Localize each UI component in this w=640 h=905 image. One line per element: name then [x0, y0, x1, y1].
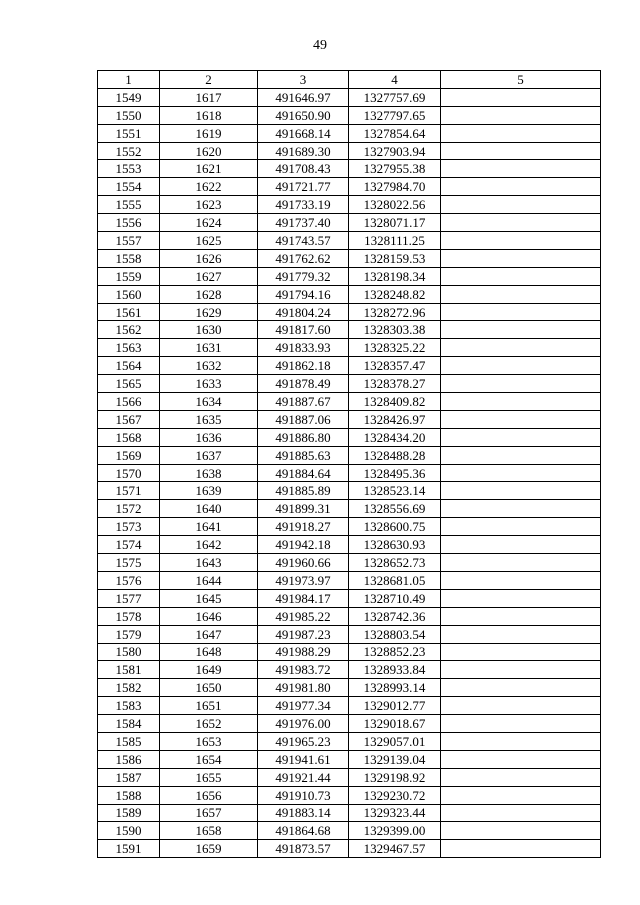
column-header-4: 4 [349, 71, 441, 89]
table-cell-col-5 [441, 643, 601, 661]
table-row [98, 124, 601, 142]
table-cell-col-3: 491721.77 [258, 178, 349, 196]
table-cell-col-1: 1561 [98, 303, 160, 321]
table-cell-col-3: 491689.30 [258, 142, 349, 160]
table-cell-col-5 [441, 142, 601, 160]
table-cell-col-3: 491833.93 [258, 339, 349, 357]
table-cell-col-3: 491918.27 [258, 518, 349, 536]
table-cell-col-5 [441, 518, 601, 536]
table-cell-col-2: 1623 [160, 196, 258, 214]
table-row [98, 196, 601, 214]
table-cell-col-3: 491873.57 [258, 840, 349, 858]
table-row [98, 393, 601, 411]
table-cell-col-5 [441, 267, 601, 285]
table-cell-col-1: 1590 [98, 822, 160, 840]
table-cell-col-1: 1582 [98, 679, 160, 697]
table-cell-col-4: 1329467.57 [349, 840, 441, 858]
table-cell-col-1: 1588 [98, 786, 160, 804]
table-cell-col-5 [441, 410, 601, 428]
table-cell-col-2: 1653 [160, 732, 258, 750]
table-cell-col-2: 1617 [160, 88, 258, 106]
table-cell-col-4: 1328434.20 [349, 428, 441, 446]
table-cell-col-4: 1328652.73 [349, 554, 441, 572]
table-cell-col-1: 1558 [98, 249, 160, 267]
table-cell-col-1: 1591 [98, 840, 160, 858]
table-cell-col-5 [441, 196, 601, 214]
table-cell-col-5 [441, 446, 601, 464]
table-cell-col-4: 1328071.17 [349, 214, 441, 232]
table-cell-col-2: 1634 [160, 393, 258, 411]
table-cell-col-1: 1556 [98, 214, 160, 232]
table-cell-col-3: 491668.14 [258, 124, 349, 142]
table-cell-col-1: 1583 [98, 697, 160, 715]
table-cell-col-5 [441, 357, 601, 375]
table-cell-col-1: 1568 [98, 428, 160, 446]
table-cell-col-1: 1577 [98, 589, 160, 607]
table-row [98, 410, 601, 428]
table-cell-col-3: 491885.89 [258, 482, 349, 500]
table-cell-col-4: 1328022.56 [349, 196, 441, 214]
table-cell-col-3: 491981.80 [258, 679, 349, 697]
table-cell-col-4: 1329198.92 [349, 768, 441, 786]
table-row [98, 446, 601, 464]
table-cell-col-1: 1567 [98, 410, 160, 428]
table-row [98, 840, 601, 858]
table-cell-col-2: 1652 [160, 715, 258, 733]
table-cell-col-2: 1658 [160, 822, 258, 840]
table-cell-col-5 [441, 571, 601, 589]
table-body [98, 88, 601, 857]
table-cell-col-2: 1630 [160, 321, 258, 339]
table-cell-col-1: 1576 [98, 571, 160, 589]
table-row [98, 321, 601, 339]
table-cell-col-2: 1654 [160, 750, 258, 768]
table-cell-col-2: 1655 [160, 768, 258, 786]
table-row [98, 428, 601, 446]
table-row [98, 88, 601, 106]
table-cell-col-4: 1328495.36 [349, 464, 441, 482]
table-cell-col-5 [441, 750, 601, 768]
table-cell-col-4: 1328426.97 [349, 410, 441, 428]
table-cell-col-5 [441, 607, 601, 625]
table-cell-col-3: 491942.18 [258, 536, 349, 554]
table-cell-col-4: 1329057.01 [349, 732, 441, 750]
table-row [98, 160, 601, 178]
table-row [98, 518, 601, 536]
table-row [98, 768, 601, 786]
table-cell-col-2: 1659 [160, 840, 258, 858]
table-cell-col-2: 1627 [160, 267, 258, 285]
table-cell-col-1: 1560 [98, 285, 160, 303]
table-cell-col-4: 1328803.54 [349, 625, 441, 643]
table-cell-col-5 [441, 715, 601, 733]
table-row [98, 732, 601, 750]
table-cell-col-2: 1649 [160, 661, 258, 679]
table-row [98, 679, 601, 697]
table-cell-col-2: 1644 [160, 571, 258, 589]
table-row [98, 482, 601, 500]
table-cell-col-4: 1328378.27 [349, 375, 441, 393]
table-cell-col-4: 1328198.34 [349, 267, 441, 285]
table-cell-col-5 [441, 482, 601, 500]
table-cell-col-2: 1643 [160, 554, 258, 572]
table-cell-col-3: 491921.44 [258, 768, 349, 786]
table-cell-col-3: 491883.14 [258, 804, 349, 822]
table-cell-col-4: 1327955.38 [349, 160, 441, 178]
table-cell-col-3: 491983.72 [258, 661, 349, 679]
coordinates-table [97, 70, 601, 858]
table-cell-col-3: 491899.31 [258, 500, 349, 518]
table-cell-col-3: 491733.19 [258, 196, 349, 214]
table-row [98, 285, 601, 303]
table-cell-col-3: 491977.34 [258, 697, 349, 715]
table-cell-col-2: 1625 [160, 232, 258, 250]
table-row [98, 536, 601, 554]
table-cell-col-4: 1327797.65 [349, 106, 441, 124]
table-cell-col-4: 1329230.72 [349, 786, 441, 804]
table-cell-col-1: 1553 [98, 160, 160, 178]
table-cell-col-5 [441, 625, 601, 643]
table-cell-col-5 [441, 464, 601, 482]
table-cell-col-1: 1562 [98, 321, 160, 339]
table-cell-col-3: 491988.29 [258, 643, 349, 661]
table-cell-col-2: 1641 [160, 518, 258, 536]
table-cell-col-3: 491884.64 [258, 464, 349, 482]
table-cell-col-2: 1645 [160, 589, 258, 607]
table-cell-col-1: 1571 [98, 482, 160, 500]
table-cell-col-3: 491941.61 [258, 750, 349, 768]
table-cell-col-4: 1328111.25 [349, 232, 441, 250]
table-cell-col-4: 1327854.64 [349, 124, 441, 142]
table-cell-col-2: 1651 [160, 697, 258, 715]
table-cell-col-3: 491886.80 [258, 428, 349, 446]
table-cell-col-3: 491864.68 [258, 822, 349, 840]
table-cell-col-1: 1584 [98, 715, 160, 733]
table-cell-col-3: 491779.32 [258, 267, 349, 285]
table-cell-col-1: 1565 [98, 375, 160, 393]
table-cell-col-5 [441, 178, 601, 196]
table-cell-col-3: 491910.73 [258, 786, 349, 804]
table-row [98, 357, 601, 375]
table-row [98, 786, 601, 804]
table-row [98, 303, 601, 321]
table-cell-col-2: 1621 [160, 160, 258, 178]
table-cell-col-2: 1638 [160, 464, 258, 482]
table-row [98, 571, 601, 589]
table-cell-col-3: 491708.43 [258, 160, 349, 178]
table-cell-col-2: 1619 [160, 124, 258, 142]
table-row [98, 607, 601, 625]
table-cell-col-3: 491817.60 [258, 321, 349, 339]
table-cell-col-1: 1581 [98, 661, 160, 679]
table-cell-col-4: 1329012.77 [349, 697, 441, 715]
table-cell-col-3: 491973.97 [258, 571, 349, 589]
table-cell-col-4: 1329139.04 [349, 750, 441, 768]
table-cell-col-2: 1642 [160, 536, 258, 554]
table-cell-col-4: 1328159.53 [349, 249, 441, 267]
table-cell-col-5 [441, 732, 601, 750]
table-cell-col-2: 1633 [160, 375, 258, 393]
table-cell-col-5 [441, 428, 601, 446]
table-cell-col-4: 1327903.94 [349, 142, 441, 160]
table-cell-col-2: 1647 [160, 625, 258, 643]
table-cell-col-1: 1557 [98, 232, 160, 250]
table-cell-col-1: 1564 [98, 357, 160, 375]
table-cell-col-5 [441, 375, 601, 393]
table-cell-col-1: 1570 [98, 464, 160, 482]
column-header-5: 5 [441, 71, 601, 89]
table-cell-col-3: 491737.40 [258, 214, 349, 232]
table-cell-col-3: 491762.62 [258, 249, 349, 267]
table-cell-col-5 [441, 232, 601, 250]
table-cell-col-5 [441, 88, 601, 106]
table-cell-col-1: 1579 [98, 625, 160, 643]
table-cell-col-3: 491878.49 [258, 375, 349, 393]
table-cell-col-4: 1329399.00 [349, 822, 441, 840]
table-cell-col-1: 1549 [98, 88, 160, 106]
table-cell-col-1: 1569 [98, 446, 160, 464]
table-cell-col-5 [441, 393, 601, 411]
table-cell-col-5 [441, 697, 601, 715]
table-row [98, 464, 601, 482]
table-cell-col-3: 491885.63 [258, 446, 349, 464]
table-cell-col-5 [441, 679, 601, 697]
table-cell-col-3: 491985.22 [258, 607, 349, 625]
table-cell-col-4: 1328933.84 [349, 661, 441, 679]
column-header-1: 1 [98, 71, 160, 89]
table-row [98, 267, 601, 285]
table-cell-col-4: 1328993.14 [349, 679, 441, 697]
table-cell-col-2: 1656 [160, 786, 258, 804]
table-cell-col-3: 491794.16 [258, 285, 349, 303]
table-cell-col-1: 1585 [98, 732, 160, 750]
table-cell-col-2: 1648 [160, 643, 258, 661]
table-cell-col-4: 1328303.38 [349, 321, 441, 339]
table-cell-col-1: 1578 [98, 607, 160, 625]
table-row [98, 661, 601, 679]
table-cell-col-2: 1629 [160, 303, 258, 321]
table-cell-col-1: 1574 [98, 536, 160, 554]
table-cell-col-5 [441, 124, 601, 142]
table-cell-col-3: 491743.57 [258, 232, 349, 250]
table-row [98, 589, 601, 607]
table-cell-col-4: 1328357.47 [349, 357, 441, 375]
table-cell-col-4: 1327757.69 [349, 88, 441, 106]
table-cell-col-4: 1328409.82 [349, 393, 441, 411]
table-row [98, 750, 601, 768]
table-cell-col-3: 491984.17 [258, 589, 349, 607]
table-cell-col-2: 1632 [160, 357, 258, 375]
table-cell-col-5 [441, 160, 601, 178]
table-cell-col-4: 1328488.28 [349, 446, 441, 464]
table-row [98, 822, 601, 840]
table-cell-col-5 [441, 554, 601, 572]
header-row [98, 71, 601, 89]
table-row [98, 697, 601, 715]
table-cell-col-5 [441, 804, 601, 822]
table-cell-col-4: 1329018.67 [349, 715, 441, 733]
table-row [98, 643, 601, 661]
table-cell-col-4: 1328600.75 [349, 518, 441, 536]
table-cell-col-2: 1618 [160, 106, 258, 124]
table-cell-col-2: 1637 [160, 446, 258, 464]
table-cell-col-5 [441, 536, 601, 554]
table-cell-col-4: 1328681.05 [349, 571, 441, 589]
table-cell-col-5 [441, 106, 601, 124]
table-cell-col-4: 1328248.82 [349, 285, 441, 303]
table-row [98, 106, 601, 124]
table-cell-col-1: 1573 [98, 518, 160, 536]
table-cell-col-1: 1586 [98, 750, 160, 768]
table-cell-col-1: 1580 [98, 643, 160, 661]
table-cell-col-2: 1626 [160, 249, 258, 267]
table-cell-col-2: 1646 [160, 607, 258, 625]
table-row [98, 375, 601, 393]
table-cell-col-3: 491887.67 [258, 393, 349, 411]
table-row [98, 804, 601, 822]
table-cell-col-4: 1328556.69 [349, 500, 441, 518]
table-cell-col-2: 1640 [160, 500, 258, 518]
table-cell-col-5 [441, 661, 601, 679]
table-cell-col-3: 491987.23 [258, 625, 349, 643]
table-cell-col-1: 1554 [98, 178, 160, 196]
table-row [98, 142, 601, 160]
table-cell-col-2: 1639 [160, 482, 258, 500]
table-cell-col-5 [441, 768, 601, 786]
table-cell-col-2: 1622 [160, 178, 258, 196]
table-row [98, 625, 601, 643]
table-cell-col-5 [441, 589, 601, 607]
table-cell-col-3: 491862.18 [258, 357, 349, 375]
table-cell-col-2: 1620 [160, 142, 258, 160]
table-cell-col-4: 1328325.22 [349, 339, 441, 357]
table-cell-col-5 [441, 249, 601, 267]
table-cell-col-3: 491804.24 [258, 303, 349, 321]
table-cell-col-5 [441, 285, 601, 303]
table-cell-col-1: 1555 [98, 196, 160, 214]
table-cell-col-1: 1559 [98, 267, 160, 285]
table-cell-col-3: 491650.90 [258, 106, 349, 124]
table-cell-col-2: 1628 [160, 285, 258, 303]
table-row [98, 214, 601, 232]
page-number: 49 [313, 38, 327, 53]
table-cell-col-3: 491976.00 [258, 715, 349, 733]
table-cell-col-1: 1566 [98, 393, 160, 411]
table-row [98, 715, 601, 733]
table-cell-col-2: 1635 [160, 410, 258, 428]
table-row [98, 339, 601, 357]
table-cell-col-2: 1650 [160, 679, 258, 697]
table-cell-col-5 [441, 339, 601, 357]
column-header-3: 3 [258, 71, 349, 89]
table-cell-col-1: 1551 [98, 124, 160, 142]
table-cell-col-2: 1624 [160, 214, 258, 232]
table-cell-col-2: 1631 [160, 339, 258, 357]
table-cell-col-4: 1328523.14 [349, 482, 441, 500]
table-row [98, 554, 601, 572]
table-row [98, 500, 601, 518]
table-cell-col-5 [441, 840, 601, 858]
table-cell-col-5 [441, 321, 601, 339]
table-cell-col-4: 1328630.93 [349, 536, 441, 554]
table-cell-col-5 [441, 214, 601, 232]
table-row [98, 249, 601, 267]
table-cell-col-4: 1328852.23 [349, 643, 441, 661]
table-cell-col-1: 1589 [98, 804, 160, 822]
table-cell-col-5 [441, 303, 601, 321]
table-cell-col-4: 1329323.44 [349, 804, 441, 822]
column-header-2: 2 [160, 71, 258, 89]
table-cell-col-1: 1587 [98, 768, 160, 786]
table-cell-col-1: 1563 [98, 339, 160, 357]
table-cell-col-1: 1572 [98, 500, 160, 518]
table-cell-col-3: 491646.97 [258, 88, 349, 106]
table-cell-col-5 [441, 786, 601, 804]
table-cell-col-5 [441, 500, 601, 518]
table-row [98, 232, 601, 250]
table-cell-col-4: 1328742.36 [349, 607, 441, 625]
table-cell-col-1: 1552 [98, 142, 160, 160]
table-header [98, 71, 601, 89]
table-row [98, 178, 601, 196]
table-cell-col-2: 1657 [160, 804, 258, 822]
table-cell-col-1: 1550 [98, 106, 160, 124]
table-cell-col-4: 1327984.70 [349, 178, 441, 196]
table-cell-col-4: 1328272.96 [349, 303, 441, 321]
table-cell-col-3: 491960.66 [258, 554, 349, 572]
table-cell-col-1: 1575 [98, 554, 160, 572]
table-cell-col-3: 491965.23 [258, 732, 349, 750]
table-cell-col-2: 1636 [160, 428, 258, 446]
table-cell-col-3: 491887.06 [258, 410, 349, 428]
table-cell-col-4: 1328710.49 [349, 589, 441, 607]
table-cell-col-5 [441, 822, 601, 840]
